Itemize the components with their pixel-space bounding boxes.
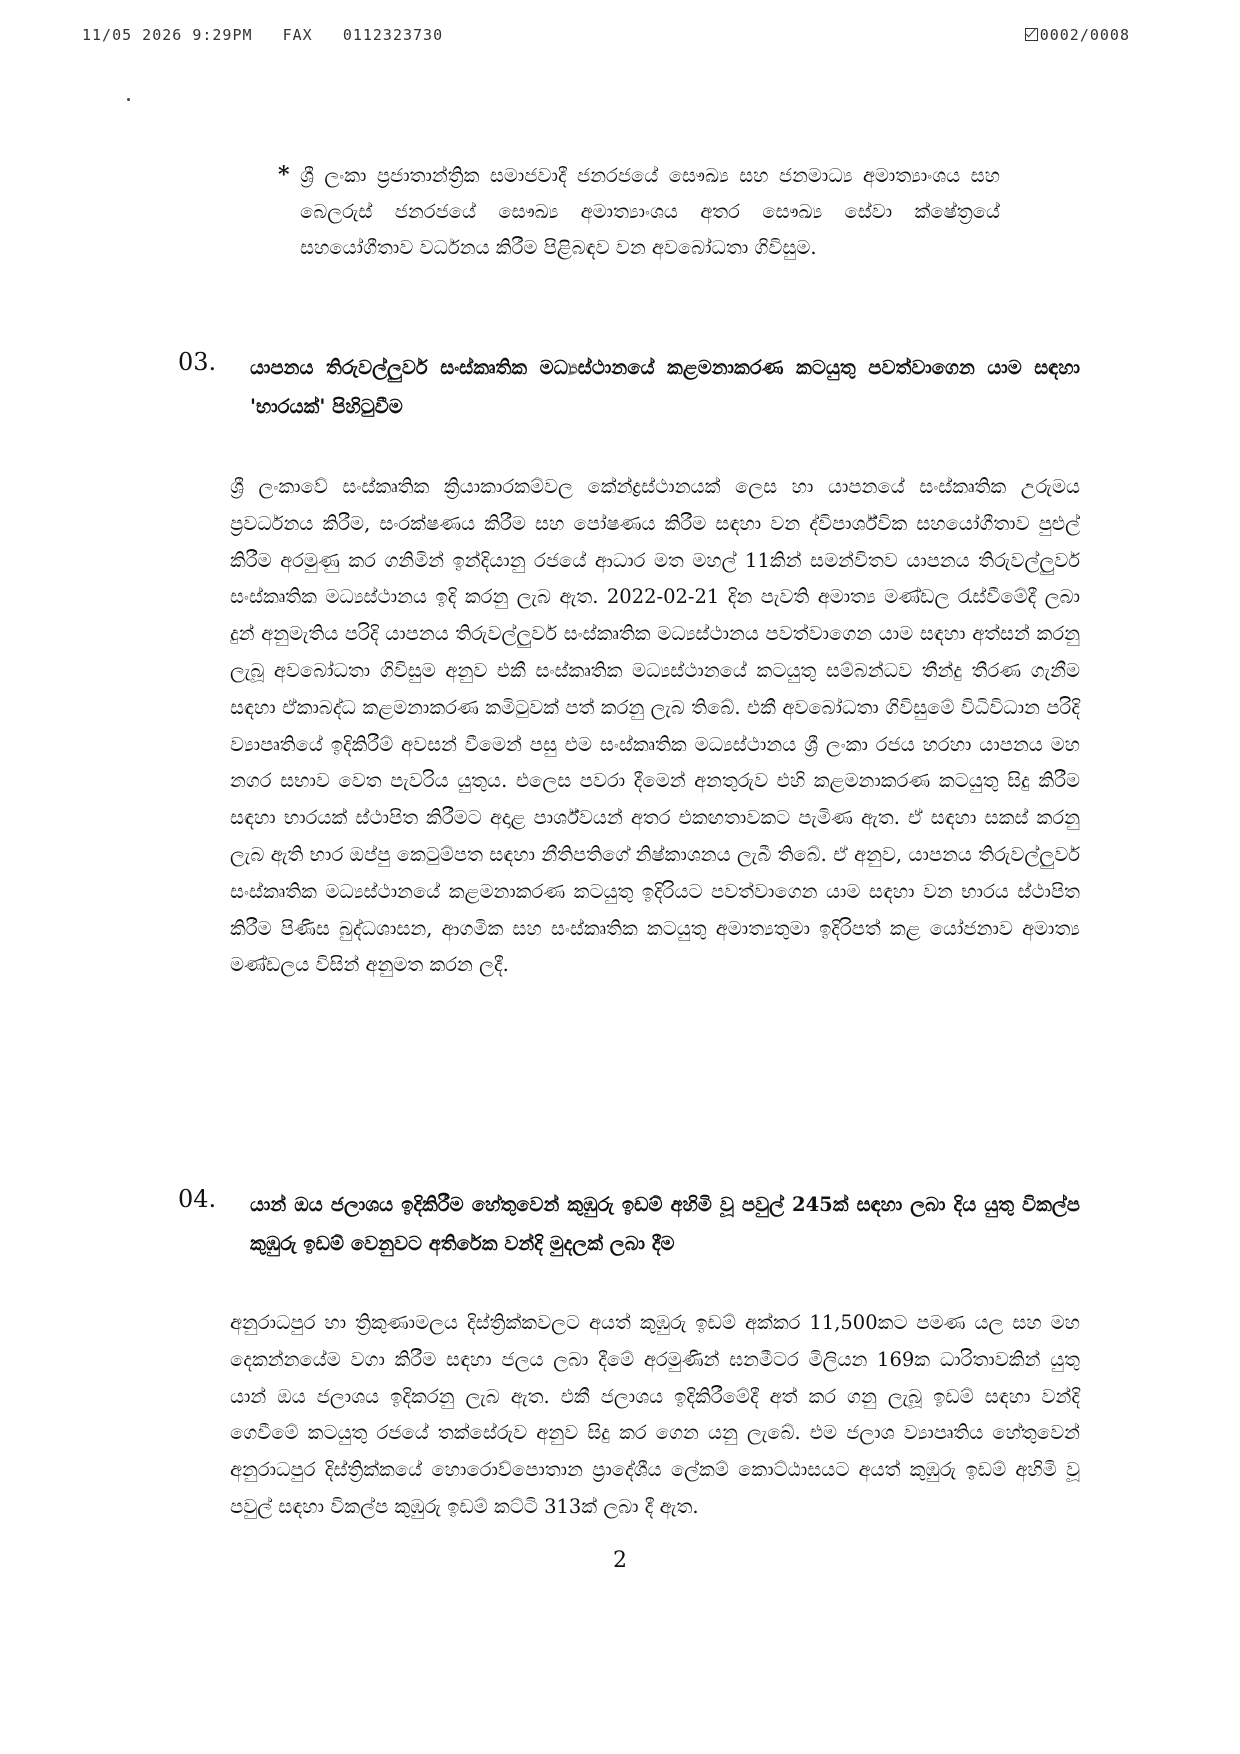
fax-transmission-info [82,26,443,44]
fax-header [82,26,1130,50]
section-body: ශ්‍රී ලංකාවේ සංස්කෘතික ක්‍රියාකාරකම්වල කේන්ද්‍රස්ථානයක් ලෙස හා යාපනයේ සංස්කෘතික උරුමය ප්‍රවර්ධනය කිරීම, සංරක්ෂණය කිරීම සහ පෝෂණය කිරීම සඳහා වන ද්විපාර්ශ්වික සහයෝගීතාව පුළුල් කිරීම අරමුණු කර ගනිමින් ඉන්දියානු රජයේ ආධාර මත මහල් 11කින් සමන්විතව යාපනය තිරුවල්ලුවර් සංස්කෘතික මධ්‍යස්ථානය ඉදි කරනු ලැබ ඇත. 2022-02-21 දින පැවති අමාත්‍ය මණ්ඩල රැස්වීමේදී ලබා දුන් අනුමැතිය පරිදි යාපනය තිරුවල්ලුවර් සංස්කෘතික මධ්‍යස්ථානය පවත්වාගෙන යාම සඳහා අත්සන් කරනු ලැබූ අවබෝධතා ගිවිසුම අනුව එකී සංස්කෘතික මධ්‍යස්ථානයේ කටයුතු සම්බන්ධව තීන්දු තීරණ ගැනීම සඳහා ඒකාබද්ධ කළමනාකරණ කමිටුවක් පත් කරනු ලැබ තිබේ. එකී අවබෝධතා ගිවිසුමේ විධිවිධාන පරිදි ව්‍යාපෘතියේ ඉදිකිරීම් අවසන් වීමෙන් පසු එම සංස්කෘතික මධ්‍යස්ථානය ශ්‍රී ලංකා රජය හරහා යාපනය මහ නගර සභාව වෙත පැවරිය යුතුය. එලෙස පවරා දීමෙන් අනතුරුව එහි කළමනාකරණ කටයුතු සිදු කිරීම සඳහා භාරයක් ස්ථාපිත කිරීමට අදාළ පාර්ශ්වයන් අතර එකඟතාවකට පැමිණ ඇත. ඒ සඳහා සකස් කරනු ලැබ ඇති භාර ඔප්පු කෙටුම්පත සඳහා නීතිපතිගේ නිෂ්කාශනය ලැබී තිබේ. ඒ අනුව, යාපනය තිරුවල්ලුවර් සංස්කෘතික මධ්‍යස්ථානයේ කළමනාකරණ කටයුතු ඉදිරියට පවත්වාගෙන යාම සඳහා වන භාරය ස්ථාපිත කිරීම පිණිස බුද්ධශාසන, ආගමික සහ සංස්කෘතික කටයුතු අමාත්‍යතුමා ඉදිරිපත් කළ යෝජනාව අමාත්‍ය මණ්ඩලය විසින් අනුමත කරන ලදී. [230,475,1080,977]
section-title: යාපනය තිරුවල්ලුවර් සංස්කෘතික මධ්‍යස්ථානයේ කළමනාකරණ කටයුතු පවත්වාගෙන යාම සඳහා 'භාරයක්' පිහිටුවීම [250,356,1080,418]
section-03 [178,348,1080,984]
bullet-asterisk: * [278,162,290,188]
page-number: 2 [613,1548,627,1573]
section-body: අනුරාධපුර හා ත්‍රිකුණාමලය දිස්ත්‍රික්කවලට අයත් කුඹුරු ඉඩම් අක්කර 11,500කට පමණ යල සහ මහ දෙකන්නයේම වගා කිරීම සඳහා ජලය ලබා දීමේ අරමුණින් ඝනමීටර මිලියන 169ක ධාරිතාවකින් යුතු යාන් ඔය ජලාශය ඉදිකරනු ලැබ ඇත. එකී ජලාශය ඉදිකිරීමේදී අත් කර ගනු ලැබූ ඉඩම් සඳහා වන්දි ගෙවීමේ කටයුතු රජයේ තක්සේරුව අනුව සිදු කර ගෙන යනු ලැබේ. එම ජලාශ ව්‍යාපෘතිය හේතුවෙන් අනුරාධපුර දිස්ත්‍රික්කයේ හොරොව්පොතාන ප්‍රාදේශීය ලේකම් කොට්ඨාසයට අයත් කුඹුරු ඉඩම් අහිමි වූ පවුල් සඳහා විකල්ප කුඹුරු ඉඩම් කට්ටි 313ක් ලබා දී ඇත. [230,1311,1080,1518]
scan-speck [127,98,130,101]
section-number: 04. [178,1185,217,1213]
fax-number: 0112323730 [342,26,444,44]
fax-page: 0002/0008 [1039,26,1130,44]
checkbox-icon [1025,28,1038,41]
intro-list-item [278,158,1000,266]
section-number: 03. [178,348,217,376]
fax-page-counter [1025,26,1130,44]
intro-item-text: ශ්‍රී ලංකා ප්‍රජාතාන්ත්‍රික සමාජවාදී ජනරජයේ සෞඛ්‍ය සහ ජනමාධ්‍ය අමාත්‍යාංශය සහ බෙලරුස් ජනරජයේ සෞඛ්‍ය අමාත්‍යාංශය අතර සෞඛ්‍ය සේවා ක්ෂේත්‍රයේ සහයෝගීතාව වර්ධනය කිරීම පිළිබඳව වන අවබෝධතා ගිවිසුම. [300,164,1000,259]
fax-time: 9:29PM [192,26,253,44]
fax-date: 11/05 2026 [82,26,183,44]
section-04 [178,1185,1080,1526]
section-title: යාන් ඔය ජලාශය ඉදිකිරීම හේතුවෙන් කුඹුරු ඉඩම් අහිමි වූ පවුල් 245ක් සඳහා ලබා දිය යුතු විකල්ප කුඹුරු ඉඩම් වෙනුවට අතිරේක වන්දි මුදලක් ලබා දීම [250,1193,1080,1255]
fax-label: FAX [282,26,313,44]
